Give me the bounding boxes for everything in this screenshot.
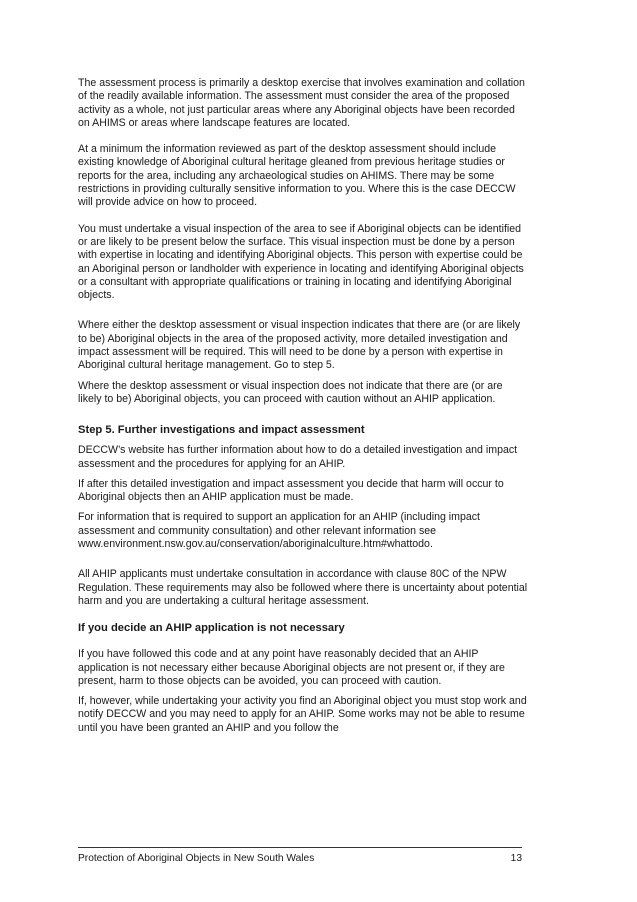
environment-website-link[interactable]: www.environment.nsw.gov.au/conservation/aboriginalculture.htm#whattodo. xyxy=(78,538,433,551)
footer-row xyxy=(78,848,522,865)
paragraph-harm-will-occur: If after this detailed investigation and impact assessment you decide that harm will occur to Aboriginal objects then an AHIP application must be made. xyxy=(78,477,504,504)
footer-title: Protection of Aboriginal Objects in New South Wales xyxy=(78,853,315,864)
paragraph-consultation: All AHIP applicants must undertake consultation in accordance with clause 80C of the NPW Regulation. These requirements may also be followed where there is uncertainty about potential harm and you are undertaking a cultural heritage assessment. xyxy=(78,568,528,607)
paragraph-proceed-with-caution: If you have followed this code and at any point have reasonably decided that an AHIP application is not necessary either because Aboriginal objects are not present or, if they are present, harm to those objects can be avoided, you can proceed with caution. xyxy=(78,648,505,687)
heading-ahip-not-necessary: If you decide an AHIP application is not necessary xyxy=(78,622,345,635)
required-information-text: For information that is required to support an application for an AHIP (including impact assessment and community consultation) and other relevant information see xyxy=(78,511,480,537)
heading-step-5: Step 5. Further investigations and impact assessment xyxy=(78,424,365,437)
paragraph-objects-not-indicated: Where the desktop assessment or visual inspection does not indicate that there are (or are likely to be) Aboriginal objects, you can proceed with caution without an AHIP application. xyxy=(78,379,503,405)
paragraph-objects-likely: Where either the desktop assessment or visual inspection indicates that there are (or are likely to be) Aboriginal objects in the area of the proposed activity, more detailed investigation and impact assessment will be required. This will need to be done by a person with expertise in Aboriginal cultural heritage management. Go to step 5. xyxy=(78,319,521,372)
paragraph-required-information xyxy=(78,511,528,551)
paragraph-assessment-process: The assessment process is primarily a desktop exercise that involves examination and collation of the readily available information. The assessment must consider the area of the proposed activity as a whole, not just particular areas where any Aboriginal objects have been recorded on AHIMS or areas where landscape features are located. xyxy=(78,77,525,129)
page-footer xyxy=(78,847,522,865)
paragraph-visual-inspection: You must undertake a visual inspection of the area to see if Aboriginal objects can be identified or are likely to be present below the surface. This visual inspection must be done by a person with expertise in locating and identifying Aboriginal objects. This person with expertise could be an Aboriginal person or landholder with experience in locating and identifying Aboriginal objects or a consultant with appropriate qualifications or training in locating and identifying Aboriginal objects. xyxy=(78,222,524,302)
paragraph-minimum-information: At a minimum the information reviewed as part of the desktop assessment should include existing knowledge of Aboriginal cultural heritage gleaned from previous heritage studies or reports for the area, including any archaeological studies on AHIMS. There may be some restrictions in providing culturally sensitive information to you. Where this is the case DECCW will provide advice on how to proceed. xyxy=(78,143,516,209)
document-body xyxy=(78,77,528,735)
paragraph-find-aboriginal-object: If, however, while undertaking your activity you find an Aboriginal object you must stop work and notify DECCW and you may need to apply for an AHIP. Some works may not be able to resume until you have been granted an AHIP and you follow the xyxy=(78,695,527,734)
page-number: 13 xyxy=(510,853,522,864)
paragraph-deccw-website: DECCW’s website has further information about how to do a detailed investigation and impact assessment and the procedures for applying for an AHIP. xyxy=(78,444,518,470)
